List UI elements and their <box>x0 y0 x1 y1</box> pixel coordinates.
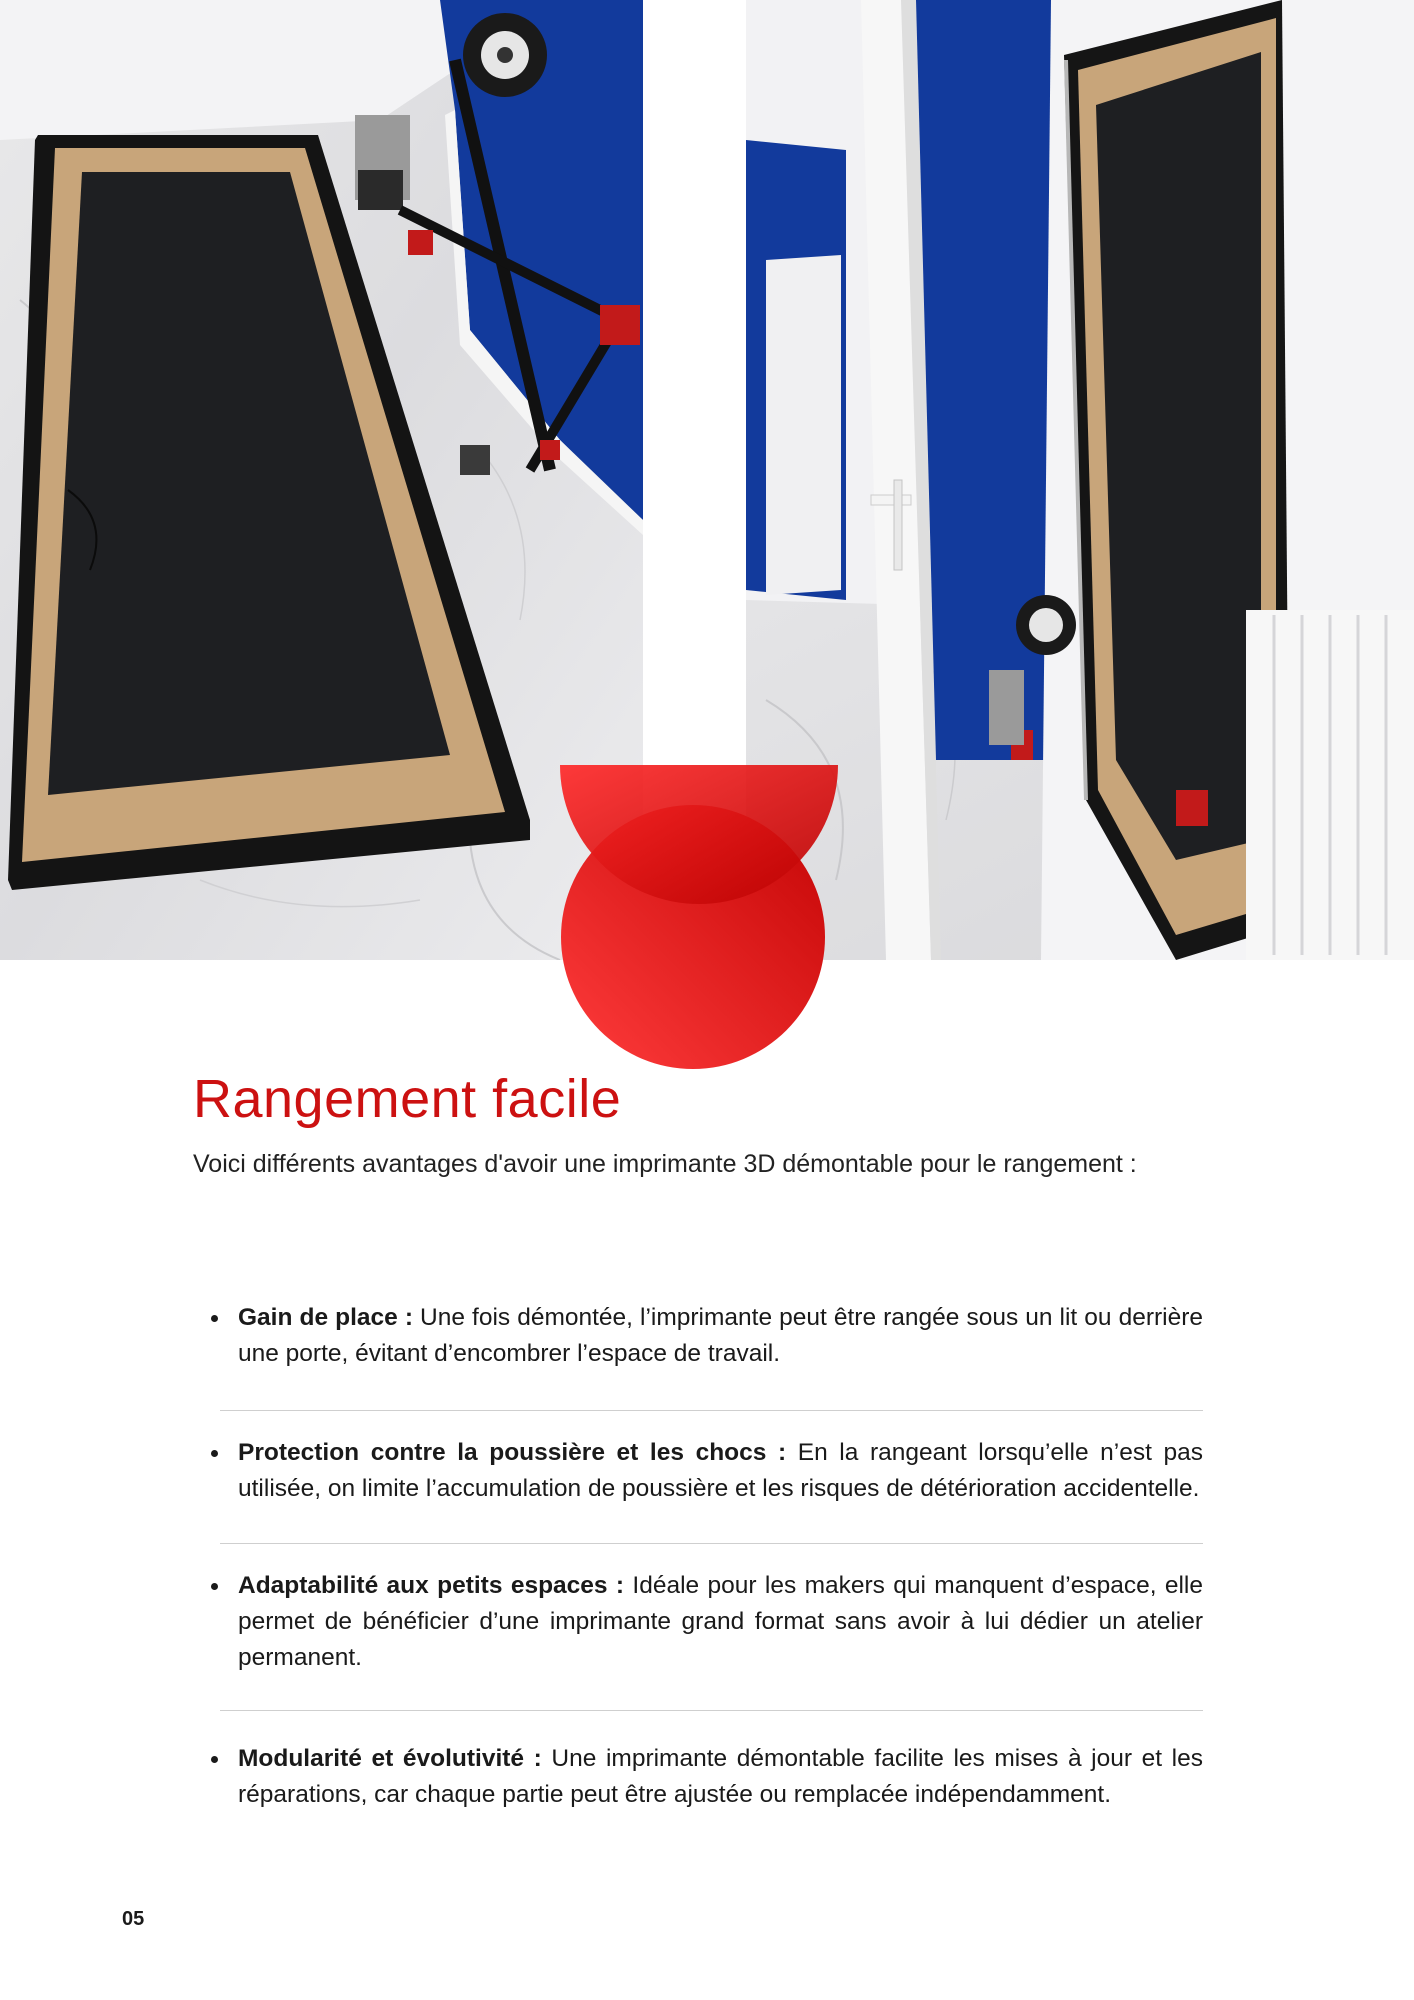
photo-printer-behind-door <box>746 0 1414 960</box>
bullet-icon <box>211 1583 218 1590</box>
list-item-text: Une imprimante démontable facilite les mises à jour et les réparations, car chaque partie peut être ajustée ou remplacée indépendamment. <box>238 1745 1204 1808</box>
list-item <box>193 1300 1203 1372</box>
list-item-label: Protection contre la poussière et les chocs : <box>238 1439 787 1466</box>
bullet-icon <box>211 1315 218 1322</box>
divider <box>220 1543 1203 1544</box>
bullet-icon <box>211 1756 218 1763</box>
divider <box>220 1410 1203 1411</box>
list-item-label: Modularité et évolutivité : <box>238 1745 542 1772</box>
page-title: Rangement facile <box>193 1069 622 1129</box>
list-item <box>193 1568 1203 1676</box>
advantages-list <box>193 1300 1203 1813</box>
list-item-label: Gain de place : <box>238 1304 413 1331</box>
list-item <box>193 1741 1203 1813</box>
list-item <box>193 1435 1203 1507</box>
list-item-text: En la rangeant lorsqu’elle n’est pas utilisée, on limite l’accumulation de poussière et les risques de détérioration accidentelle. <box>238 1439 1203 1502</box>
red-semicircles-graphic <box>560 765 840 1070</box>
list-item-text: Idéale pour les makers qui manquent d’espace, elle permet de bénéficier d’une imprimante grand format sans avoir à lui dédier un atelier permanent. <box>238 1572 1203 1671</box>
list-item-text: Une fois démontée, l’imprimante peut être rangée sous un lit ou derrière une porte, évitant d’encombrer l’espace de travail. <box>238 1304 1203 1367</box>
decorative-red-shapes <box>560 765 840 1070</box>
divider <box>220 1710 1203 1711</box>
photo-printer-on-floor-image <box>0 0 643 960</box>
photo-printer-behind-door-image <box>746 0 1414 960</box>
intro-paragraph: Voici différents avantages d'avoir une imprimante 3D démontable pour le rangement : <box>193 1150 1137 1178</box>
list-item-label: Adaptabilité aux petits espaces : <box>238 1572 625 1599</box>
photo-printer-on-floor <box>0 0 643 960</box>
page-number: 05 <box>122 1908 145 1930</box>
bullet-icon <box>211 1450 218 1457</box>
